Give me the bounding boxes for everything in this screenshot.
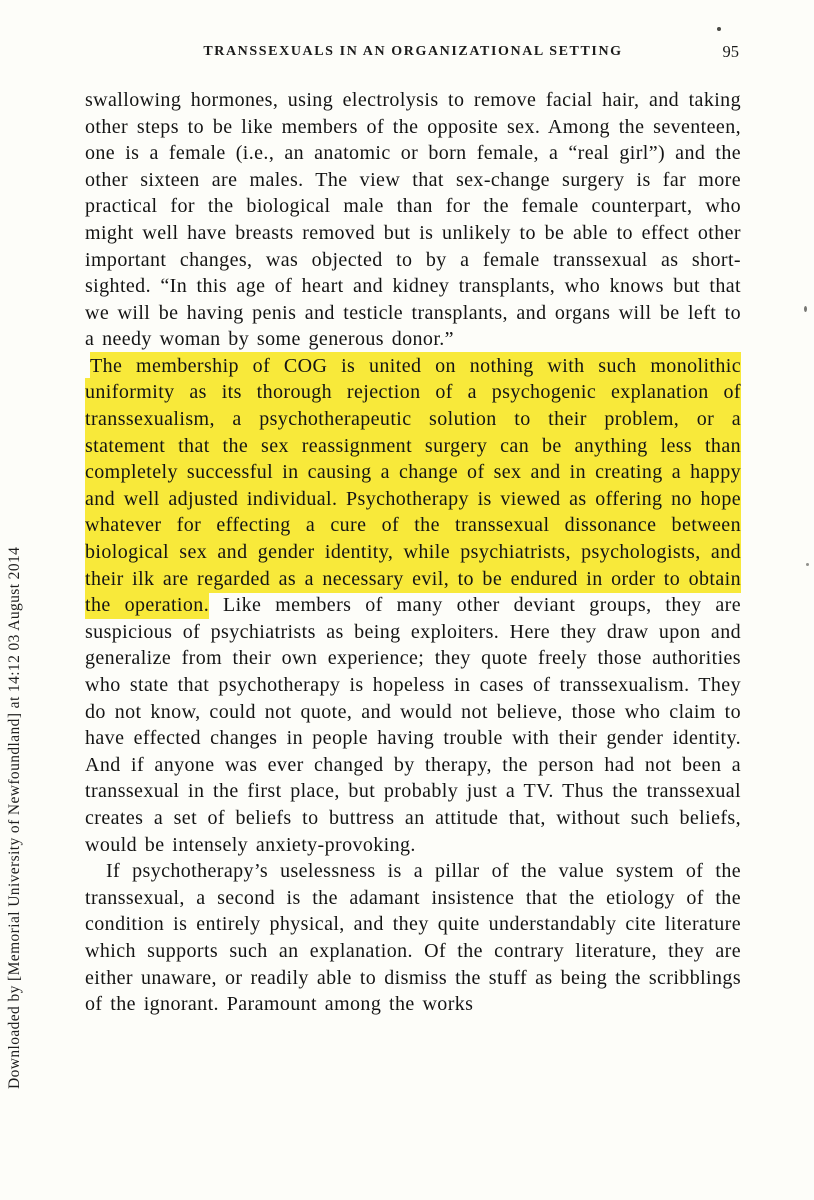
running-head-title: TRANSSEXUALS IN AN ORGANIZATIONAL SETTING bbox=[203, 44, 623, 59]
scan-artifact bbox=[717, 27, 721, 31]
download-watermark: Downloaded by [Memorial University of Newfoundland] at 14:12 03 August 2014 bbox=[6, 546, 23, 1089]
paragraph: If psychotherapy’s uselessness is a pillar of the value system of the transsexual, a second is the adamant insistence that the etiology of the condition is entirely physical, and they quite understandably cite literature which supports such an explanation. Of the contrary literature, they are either unaware, or readily able to dismiss the stuff as being the scribblings of the ignorant. Paramount among the works bbox=[85, 860, 741, 1016]
paragraph-text: Like members of many other deviant groups, they are suspicious of psychiatrists as being exploiters. Here they draw upon and generalize from their own experience; they quote freely those authorities who state that psychotherapy is hopeless in cases of transsexualism. They do not know, could not quote, and would not believe, those who claim to have effected changes in people having trouble with their gender identity. And if anyone was ever changed by therapy, the person had not been a transsexual in the first place, but probably just a TV. Thus the transsexual creates a set of beliefs to buttress an attitude that, without such beliefs, would be intensely anxiety-provoking. bbox=[85, 594, 741, 856]
paragraph-highlighted bbox=[85, 353, 741, 858]
highlighted-passage: The membership of COG is united on nothing with such monolithic uniformity as its thorough rejection of a psychogenic explanation of transsexualism, a psychotherapeutic solution to their problem, or a statement that the sex reassignment surgery can be anything less than completely successful in causing a change of sex and in creating a happy and well adjusted individual. Psychotherapy is viewed as offering no hope whatever for effecting a cure of the transsexual dissonance between biological sex and gender identity, while psychiatrists, psychologists, and their ilk are regarded as a necessary evil, to be endured in order to obtain the operation. bbox=[85, 352, 741, 620]
page-number: 95 bbox=[722, 42, 739, 61]
page-body bbox=[85, 87, 741, 1018]
paragraph-continuation: swallowing hormones, using electrolysis to remove facial hair, and taking other steps to be like members of the opposite sex. Among the seventeen, one is a female (i.e., an anatomic or born female, a “real girl”) and the other sixteen are males. The view that sex-change surgery is far more practical for the biological male than for the female counterpart, who might well have breasts removed but is unlikely to be able to effect other important changes, was objected to by a female transsexual as short-sighted. “In this age of heart and kidney transplants, who knows but that we will be having penis and testicle transplants, and organs will be left to a needy woman by some generous donor.” bbox=[85, 89, 741, 351]
scan-artifact bbox=[806, 563, 809, 566]
running-head bbox=[85, 44, 741, 60]
scan-artifact bbox=[804, 306, 807, 312]
page-content bbox=[85, 44, 741, 1018]
